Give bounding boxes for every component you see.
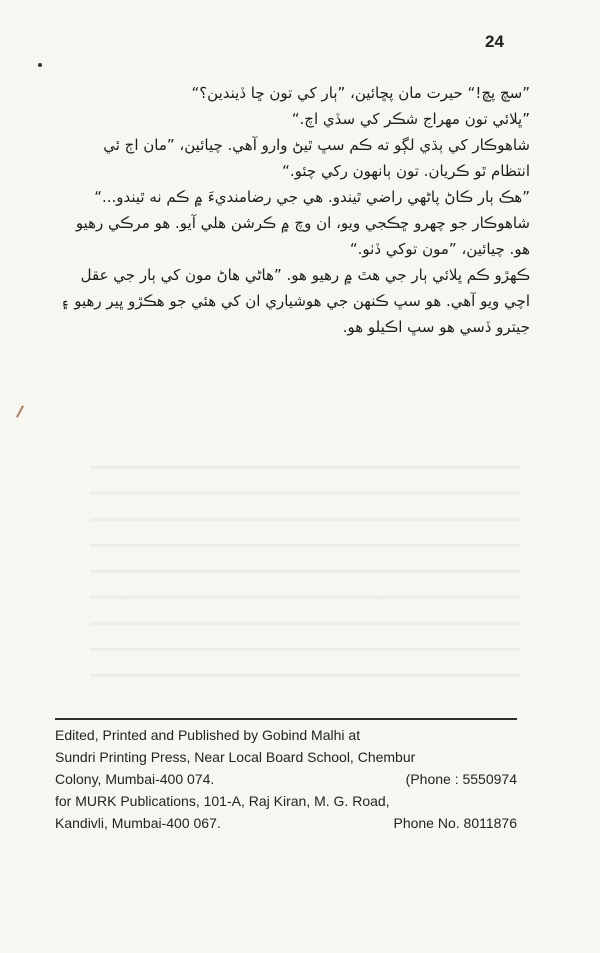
margin-pencil-mark xyxy=(16,405,24,417)
imprint-divider xyxy=(55,718,517,720)
imprint-line-3 xyxy=(55,768,517,790)
reverse-side-show-through xyxy=(90,455,520,695)
margin-dot-mark xyxy=(38,63,42,67)
imprint-phone-2: Phone No. 8011876 xyxy=(393,815,517,831)
imprint-colony-address: Colony, Mumbai-400 074. xyxy=(55,771,215,787)
imprint-phone-1: (Phone : 5550974 xyxy=(405,771,517,787)
publisher-imprint xyxy=(55,724,517,834)
imprint-kandivli-address: Kandivli, Mumbai-400 067. xyxy=(55,815,221,831)
imprint-press-line: Sundri Printing Press, Near Local Board School, Chembur xyxy=(55,749,416,765)
body-paragraph-4: ”ھڪ ٻار ڪاڻ پاڻھي راضي ٿيندو. ھي جي رضامنديءَ ۾ ڪم نه ٿيندو...“ xyxy=(94,188,530,206)
imprint-line-1 xyxy=(55,724,517,746)
sindhi-body-text xyxy=(60,80,530,340)
page-number: 24 xyxy=(485,32,504,51)
body-paragraph-2: ”ڀلائي تون مهراج شڪر کي سڏي اچ.“ xyxy=(291,110,530,128)
imprint-line-5 xyxy=(55,812,517,834)
imprint-publications-line: for MURK Publications, 101-A, Raj Kiran, M. G. Road, xyxy=(55,793,390,809)
imprint-line-4 xyxy=(55,790,517,812)
imprint-editor-line: Edited, Printed and Published by Gobind Malhi at xyxy=(55,727,361,743)
body-paragraph-3: شاھوڪار کي ٻڌي لڳو ته ڪم سڀ ٿيڻ وارو آھي. چيائين، ”مان اڄ ئي انتظام ٿو ڪريان. تون ٻانهون رکي چئو.“ xyxy=(103,136,530,180)
imprint-line-2 xyxy=(55,746,517,768)
body-paragraph-6: ڪھڙو ڪم ڀلائي ٻار جي هٿ ۾ رهيو ھو. ”ھاڻي ھاڻ مون کي ٻار جي عقل اچي ويو آھي. ھو سڀ ڪنھن جي هوشياري ان کي ھئي جو هڪڙو ڀير رهيو ۽ جيترو ڏسي ھو سڀ اڪيلو ھو. xyxy=(60,266,530,336)
body-paragraph-5: شاھوڪار جو چھرو ڇڪجي ويو، ان وچ ۾ ڪرشن هلي آيو. ھو مرڪي رھيو ھو. چيائين، ”مون توکي ڏٺو.“ xyxy=(75,214,530,258)
body-paragraph-1: ”سچ پچ!“ حيرت مان پڇائين، ”ٻار کي تون ڇا ڏيندين؟“ xyxy=(191,84,530,102)
